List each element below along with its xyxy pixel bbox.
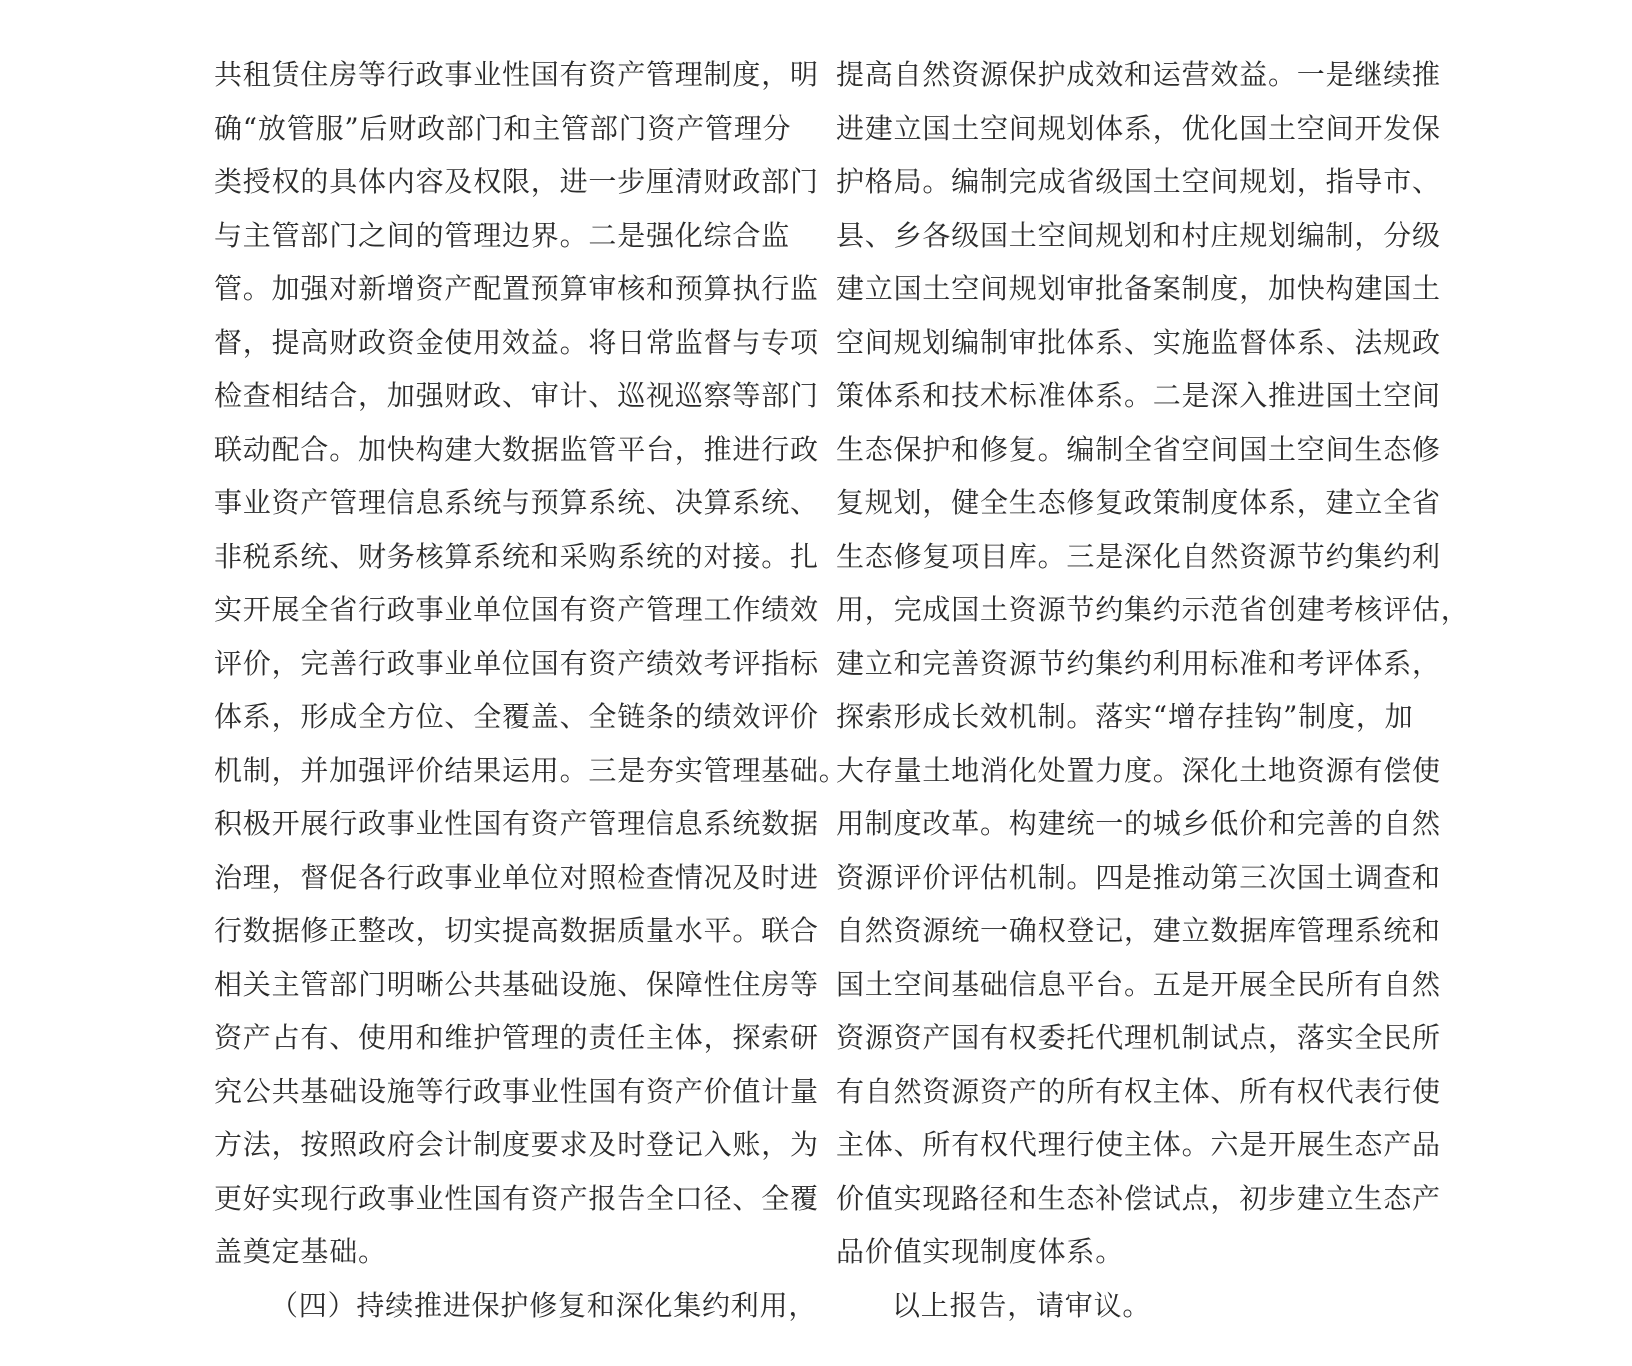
- text-line: 与主管部门之间的管理边界。二是强化综合监: [214, 218, 791, 252]
- text-line: 资源资产国有权委托代理机制试点，落实全民所: [836, 1021, 1441, 1054]
- section-heading: （四）持续推进保护修复和深化集约利用，: [270, 1288, 818, 1322]
- text-line: 类授权的具体内容及权限，进一步厘清财政部门: [214, 165, 819, 198]
- text-line: 生态保护和修复。编制全省空间国土空间生态修: [836, 432, 1441, 466]
- text-line: 自然资源统一确权登记，建立数据库管理系统和: [836, 914, 1441, 947]
- text-line: 有自然资源资产的所有权主体、所有权代表行使: [836, 1074, 1441, 1108]
- text-line: 相关主管部门明晰公共基础设施、保障性住房等: [214, 967, 819, 1001]
- text-line: 探索形成长效机制。落实“增存挂钩”制度，加: [836, 700, 1414, 733]
- left-text-column: [214, 48, 848, 1332]
- text-line: 建立国土空间规划审批备案制度，加快构建国土: [836, 272, 1441, 305]
- text-line: 评价，完善行政事业单位国有资产绩效考评指标: [214, 646, 819, 680]
- text-line: 生态修复项目库。三是深化自然资源节约集约利: [836, 539, 1441, 573]
- text-line: 用，完成国土资源节约集约示范省创建考核评估，: [836, 593, 1470, 626]
- text-line: 督，提高财政资金使用效益。将日常监督与专项: [214, 325, 819, 359]
- text-line: 方法，按照政府会计制度要求及时登记入账，为: [214, 1128, 819, 1161]
- text-line: 非税系统、财务核算系统和采购系统的对接。扎: [214, 539, 819, 573]
- text-line: 究公共基础设施等行政事业性国有资产价值计量: [214, 1074, 819, 1108]
- text-line: 用制度改革。构建统一的城乡低价和完善的自然: [836, 807, 1441, 840]
- closing-remark: 以上报告，请审议。: [892, 1288, 1152, 1322]
- text-line: 事业资产管理信息系统与预算系统、决算系统、: [214, 486, 819, 519]
- text-line: 国土空间基础信息平台。五是开展全民所有自然: [836, 967, 1441, 1001]
- text-line: 策体系和技术标准体系。二是深入推进国土空间: [836, 379, 1441, 412]
- text-line: 积极开展行政事业性国有资产管理信息系统数据: [214, 807, 819, 840]
- text-line: 资源评价评估机制。四是推动第三次国土调查和: [836, 860, 1441, 894]
- text-line: 品价值实现制度体系。: [836, 1235, 1125, 1268]
- text-line: 确“放管服”后财政部门和主管部门资产管理分: [214, 111, 792, 145]
- text-line: 治理，督促各行政事业单位对照检查情况及时进: [214, 860, 819, 894]
- text-line: 空间规划编制审批体系、实施监督体系、法规政: [836, 325, 1441, 359]
- text-line: 县、乡各级国土空间规划和村庄规划编制，分级: [836, 218, 1441, 252]
- text-line: 大存量土地消化处置力度。深化土地资源有偿使: [836, 753, 1441, 787]
- text-line: 主体、所有权代理行使主体。六是开展生态产品: [836, 1128, 1441, 1161]
- text-line: 进建立国土空间规划体系，优化国土空间开发保: [836, 111, 1441, 145]
- text-line: 行数据修正整改，切实提高数据质量水平。联合: [214, 914, 819, 947]
- text-line: 护格局。编制完成省级国土空间规划，指导市、: [836, 165, 1441, 198]
- text-line: 机制，并加强评价结果运用。三是夯实管理基础。: [214, 753, 848, 787]
- text-line: 检查相结合，加强财政、审计、巡视巡察等部门: [214, 379, 819, 412]
- text-line: 联动配合。加快构建大数据监管平台，推进行政: [214, 432, 819, 466]
- text-line: 管。加强对新增资产配置预算审核和预算执行监: [214, 272, 819, 305]
- text-line: 资产占有、使用和维护管理的责任主体，探索研: [214, 1021, 819, 1054]
- text-line: 体系，形成全方位、全覆盖、全链条的绩效评价: [214, 700, 819, 733]
- text-line: 价值实现路径和生态补偿试点，初步建立生态产: [836, 1181, 1441, 1215]
- text-line: 盖奠定基础。: [214, 1235, 387, 1268]
- right-text-column: [836, 48, 1470, 1332]
- text-line: 实开展全省行政事业单位国有资产管理工作绩效: [214, 593, 819, 626]
- text-line: 提高自然资源保护成效和运营效益。一是继续推: [836, 58, 1441, 91]
- text-line: 复规划，健全生态修复政策制度体系，建立全省: [836, 486, 1441, 519]
- text-line: 建立和完善资源节约集约利用标准和考评体系，: [836, 646, 1441, 680]
- text-line: 共租赁住房等行政事业性国有资产管理制度，明: [214, 58, 819, 91]
- text-line: 更好实现行政事业性国有资产报告全口径、全覆: [214, 1181, 819, 1215]
